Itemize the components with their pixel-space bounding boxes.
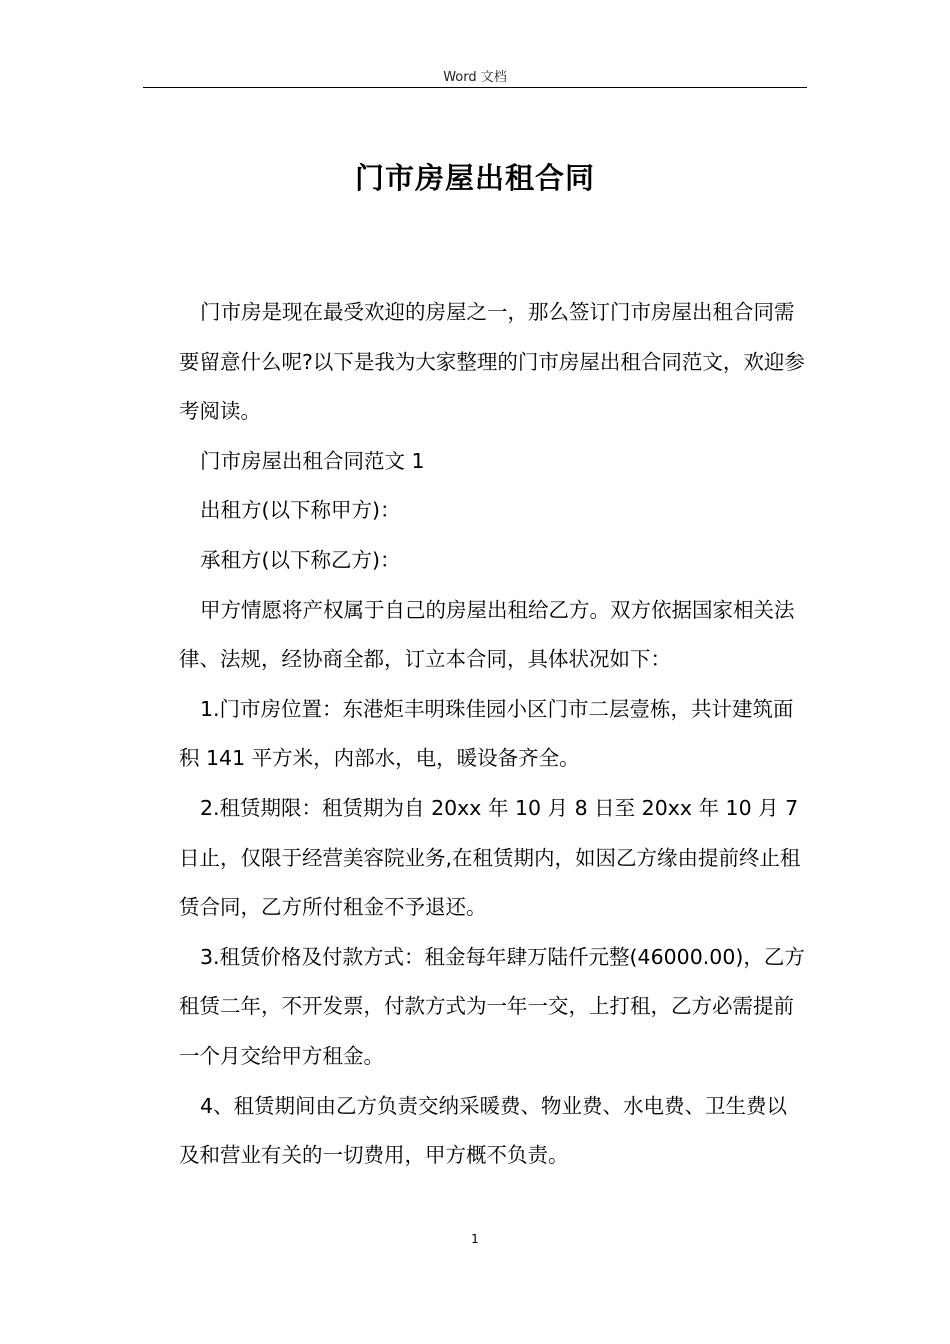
clause-4: 4、租赁期间由乙方负责交纳采暖费、物业费、水电费、卫生费以及和营业有关的一切费用，甲方概不负责。 xyxy=(179,1093,788,1168)
lessee-line: 承租方(以下称乙方)： xyxy=(200,547,401,572)
intro-paragraph: 门市房是现在最受欢迎的房屋之一，那么签订门市房屋出租合同需要留意什么呢?以下是我为大家整理的门市房屋出租合同范文，欢迎参考阅读。 xyxy=(179,300,805,424)
document-title: 门市房屋出租合同 xyxy=(354,161,595,195)
clause-1: 1.门市房位置：东港炬丰明珠佳园小区门市二层壹栋，共计建筑面积 141 平方米，内部水，电，暖设备齐全。 xyxy=(179,696,794,771)
page-number: 1 xyxy=(471,1232,479,1246)
document-body xyxy=(179,288,807,1181)
section-heading: 门市房屋出租合同范文 1 xyxy=(200,448,425,473)
lessor-line: 出租方(以下称甲方)： xyxy=(200,498,401,523)
clause-2: 2.租赁期限：租赁期为自 20xx 年 10 月 8 日至 20xx 年 10 月 7 日止，仅限于经营美容院业务,在租赁期内，如因乙方缘由提前终止租赁合同，乙方所付租金不予退还。 xyxy=(179,795,801,920)
header-divider xyxy=(143,87,807,88)
page-header-label: Word 文档 xyxy=(443,70,507,85)
agreement-paragraph: 甲方情愿将产权属于自己的房屋出租给乙方。双方依据国家相关法律、法规，经协商全都，订立本合同，具体状况如下： xyxy=(179,597,795,672)
clause-3: 3.租赁价格及付款方式：租金每年肆万陆仟元整(46000.00)，乙方租赁二年，不开发票，付款方式为一年一交，上打租，乙方必需提前一个月交给甲方租金。 xyxy=(179,944,805,1068)
